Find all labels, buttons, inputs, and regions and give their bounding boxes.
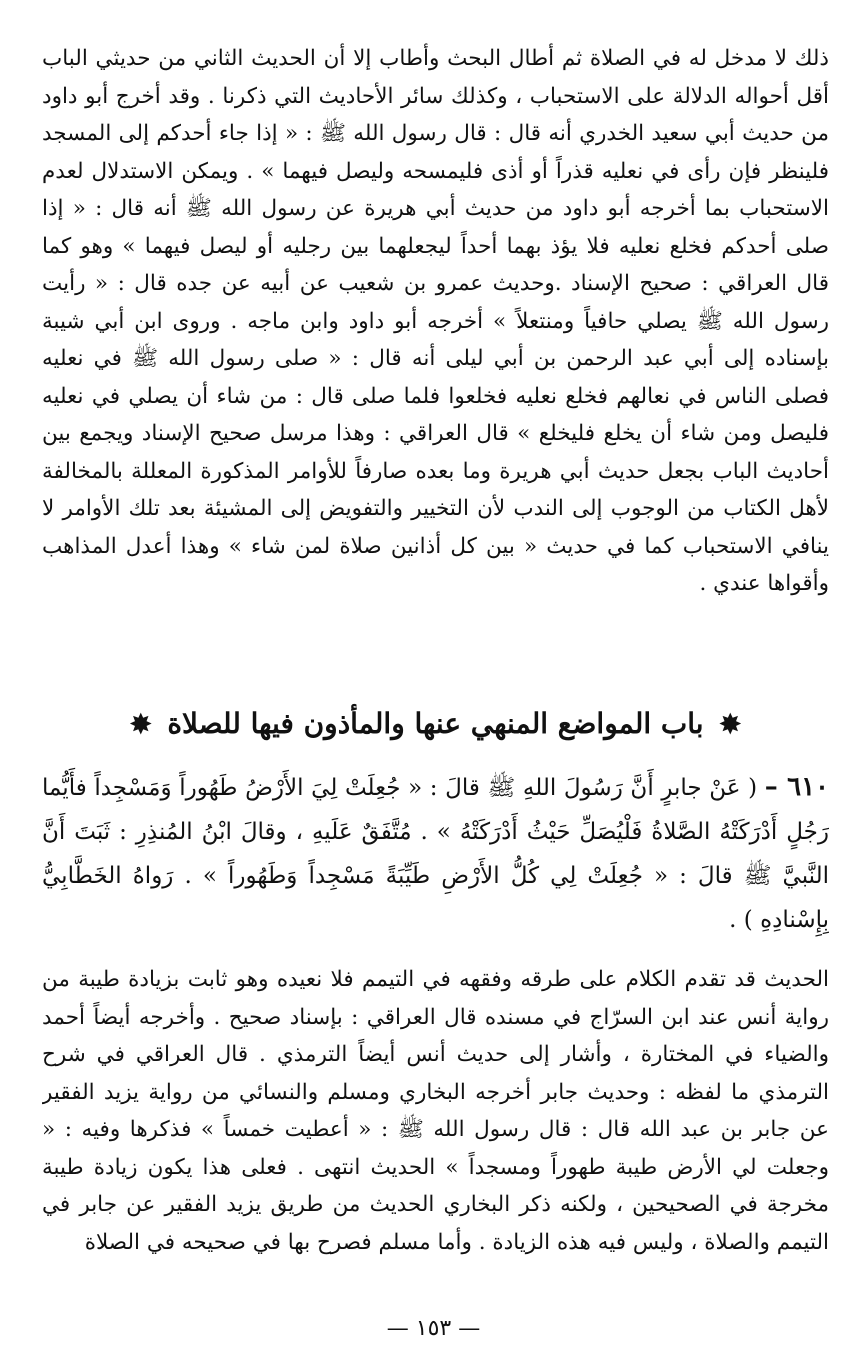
paragraph-explanation: الحديث قد تقدم الكلام على طرقه وفقهه في التيمم فلا نعيده وهو ثابت بزيادة طيبة من رواية أنس عند ابن السرّاج في مسنده قال العراقي : بإسناد صحيح . وأخرجه أيضاً أحمد والضياء في المختارة ، وأشار إلى حديث أنس أيضاً الترمذي . قال العراقي في شرح الترمذي ما لفظه : وحديث جابر أخرجه البخاري ومسلم والنسائي من رواية يزيد الفقير عن جابر بن عبد الله قال : قال رسول الله ﷺ : « أعطيت خمساً » فذكرها وفيه : « وجعلت لي الأرض طيبة طهوراً ومسجداً » الحديث انتهى . فعلى هذا يكون زيادة طيبة مخرجة في الصحيحين ، ولكنه ذكر البخاري الحديث من طريق يزيد الفقير عن جابر في التيمم والصلاة ، وليس فيه هذه الزيادة . وأما مسلم فصرح بها في صحيحه في الصلاة: [42, 967, 829, 1255]
chapter-title-text: باب المواضع المنهي عنها والمأذون فيها للصلاة: [167, 707, 704, 740]
paragraph-commentary: ذلك لا مدخل له في الصلاة ثم أطال البحث وأطاب إلا أن الحديث الثاني من حديثي الباب أقل أحواله الدلالة على الاستحباب ، وكذلك سائر الأحاديث التي ذكرنا . وقد أخرج أبو داود من حديث أبي سعيد الخدري أنه قال : قال رسول الله ﷺ : « إذا جاء أحدكم إلى المسجد فلينظر فإن رأى في نعليه قذراً أو أذى فليمسحه وليصل فيهما » . ويمكن الاستدلال لعدم الاستحباب بما أخرجه أبو داود من حديث أبي هريرة عن رسول الله ﷺ أنه قال : « إذا صلى أحدكم فخلع نعليه فلا يؤذ بهما أحداً ليجعلهما بين رجليه أو ليصل فيهما » وهو كما قال العراقي : صحيح الإسناد .وحديث عمرو بن شعيب عن أبيه عن جده قال : « رأيت رسول الله ﷺ يصلي حافياً ومنتعلاً » أخرجه أبو داود وابن ماجه . وروى ابن أبي شيبة بإسناده إلى أبي عبد الرحمن بن أبي ليلى أنه قال : « صلى رسول الله ﷺ في نعليه فصلى الناس في نعالهم فخلع نعليه فخلعوا فلما صلى قال : من شاء أن يصلي في نعليه فليصل ومن شاء أن يخلع فليخلع » قال العراقي : وهذا مرسل صحيح الإسناد ويجمع بين أحاديث الباب بجعل حديث أبي هريرة وما بعده صارفاً للأوامر المذكورة المعللة بالمخالفة لأهل الكتاب من الوجوب إلى الندب لأن التخيير والتفويض إلى المشيئة بعد تلك الأوامر لا ينافي الاستحباب كما في حديث « بين كل أذانين صلاة لمن شاء » وهذا أعدل المذاهب وأقواها عندي .: [42, 46, 829, 596]
star-ornament-icon: ✸: [129, 710, 152, 740]
page-number: — ١٥٣ —: [386, 1316, 481, 1341]
hadith-number: ٦١٠ –: [764, 772, 829, 802]
hadith-text: ( عَنْ جابرٍ أَنَّ رَسُولَ اللهِ ﷺ قالَ : « جُعِلَتْ لِيَ الأَرْضُ طَهُوراً وَمَسْجِداً فأَيُّما رَجُلٍ أَدْرَكَتْهُ الصَّلاةُ فَلْيُصَلِّ حَيْثُ أَدْرَكَتْهُ » . مُتَّفَقٌ عَلَيهِ ، وقالَ ابْنُ المُنذِرِ : ثَبَتَ أَنَّ النَّبيَّ ﷺ قالَ : « جُعِلَتْ لِي كُلُّ الأَرْضِ طَيِّبَةً مَسْجِداً وَطَهُوراً » . رَواهُ الخَطَّابِيُّ بِإِسْنادِهِ ) .: [42, 775, 829, 933]
hadith-text-block: [42, 765, 829, 943]
chapter-heading: [42, 704, 829, 745]
star-ornament-icon: ✸: [719, 710, 742, 740]
